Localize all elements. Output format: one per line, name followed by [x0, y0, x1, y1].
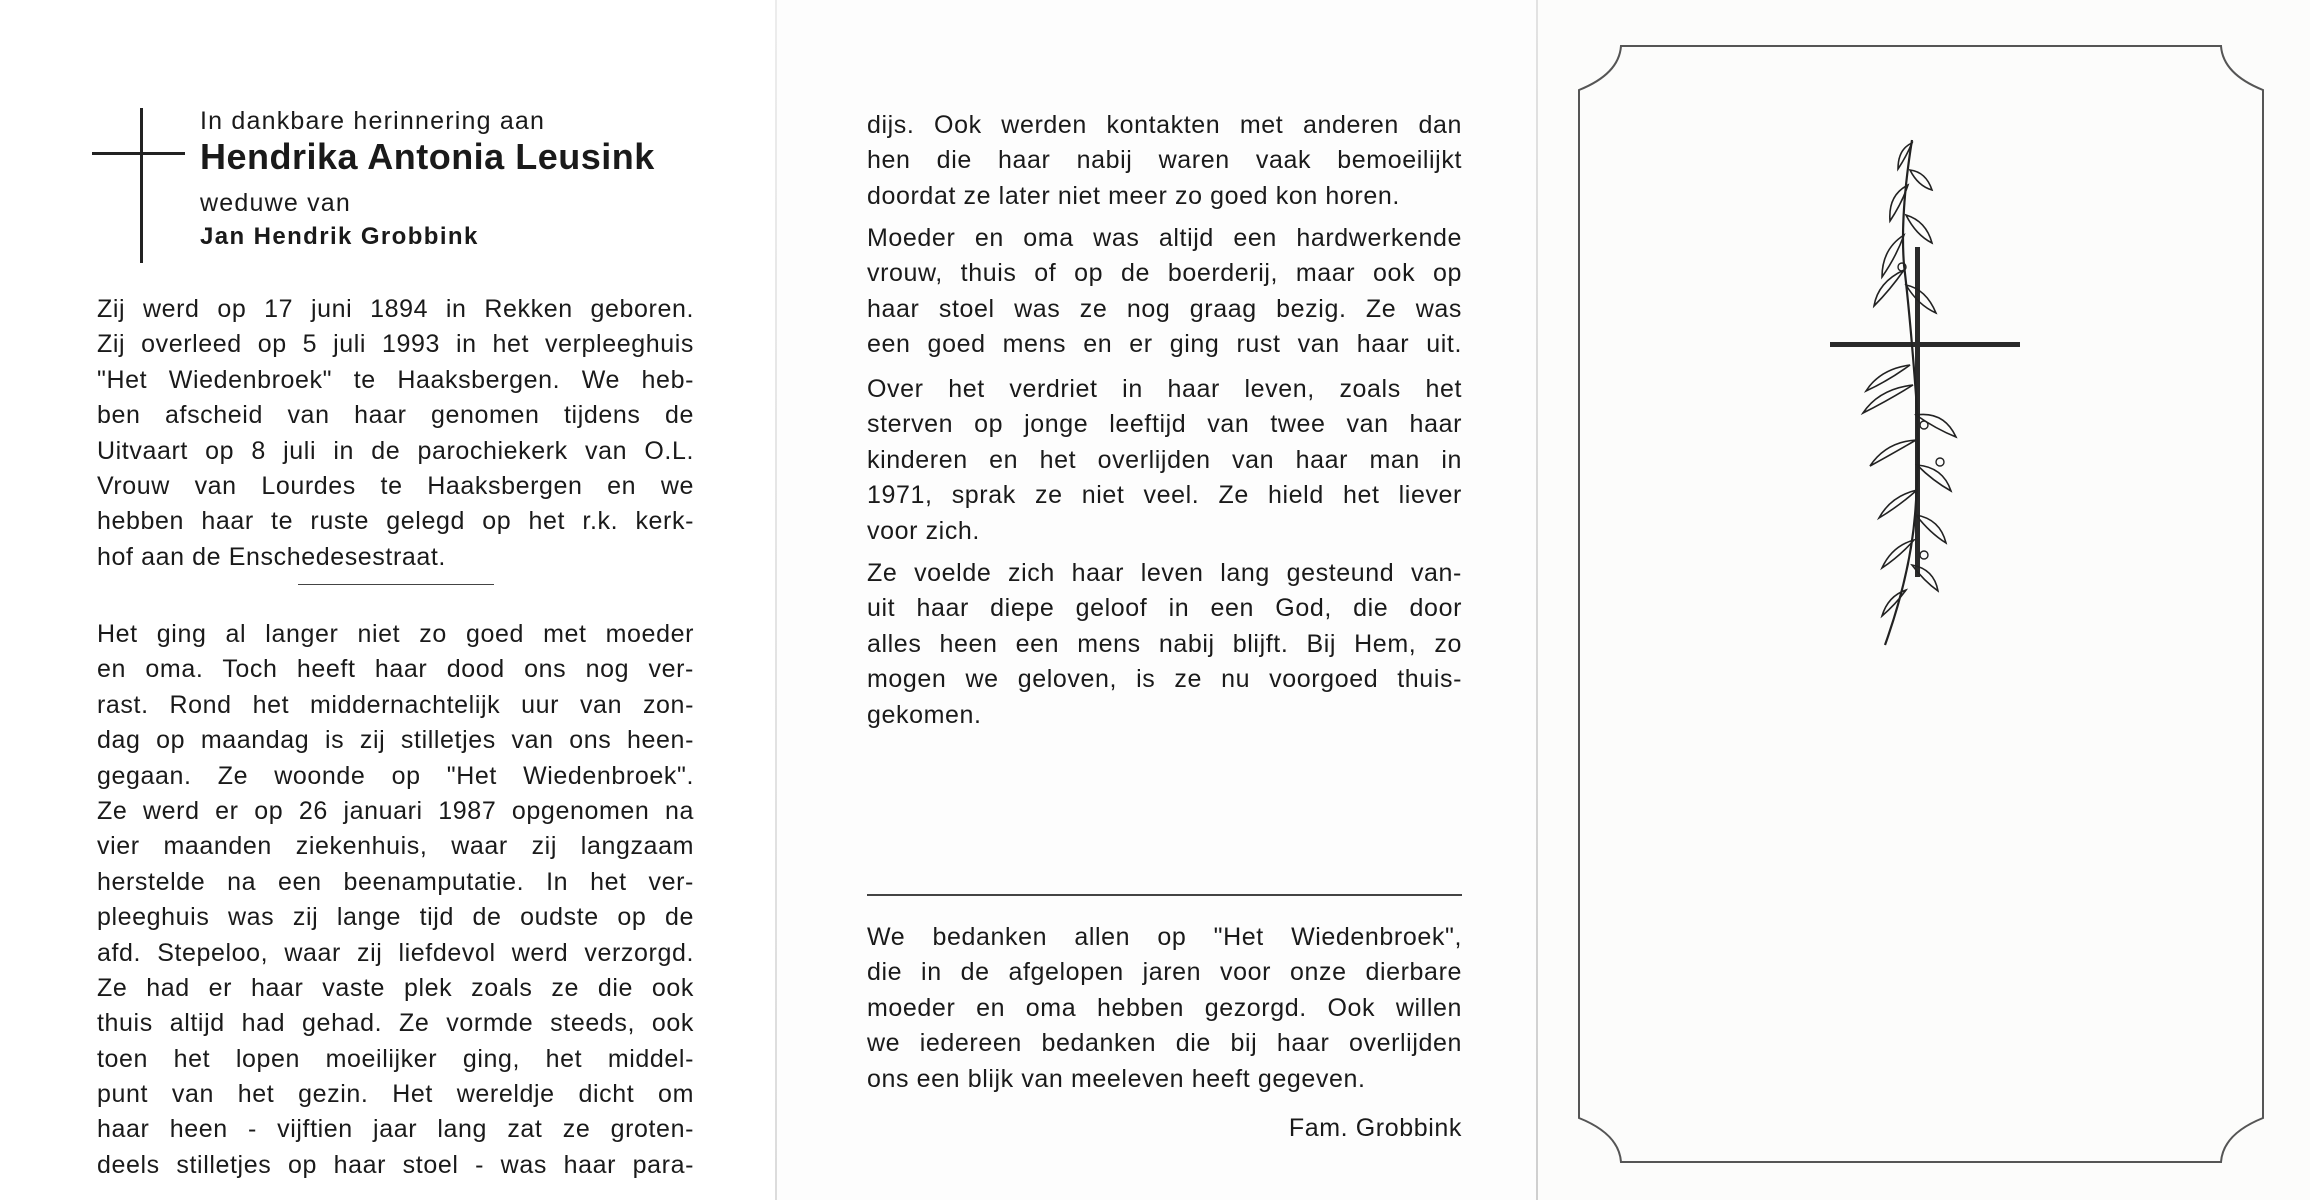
- fold-line: [1536, 0, 1538, 1200]
- text-line: ben afscheid van haar genomen tijdens de: [97, 401, 694, 430]
- text-line: Zij werd op 17 juni 1894 in Rekken geboren.: [97, 295, 694, 323]
- text-line: punt van het gezin. Het wereldje dicht om: [97, 1080, 694, 1109]
- text-line: Over het verdriet in haar leven, zoals het: [867, 375, 1462, 403]
- text-line: haar heen - vijftien jaar lang zat ze groten-: [97, 1115, 694, 1144]
- text-line: Ze voelde zich haar leven lang gesteund van-: [867, 559, 1462, 587]
- text-line: we iedereen bedanken die bij haar overlijden: [867, 1029, 1462, 1058]
- deceased-name: Hendrika Antonia Leusink: [200, 136, 655, 177]
- text-line: "Het Wiedenbroek" te Haaksbergen. We heb-: [97, 365, 694, 394]
- text-line: gekomen.: [867, 700, 982, 729]
- text-line: herstelde na een beenamputatie. In het ver-: [97, 867, 694, 896]
- thanks-paragraph: [867, 920, 1462, 1097]
- cross-with-palm-branch-icon: [1820, 135, 2020, 655]
- text-line: vrouw, thuis of op de boerderij, maar ook op: [867, 259, 1462, 288]
- text-line: moeder en oma hebben gezorgd. Ook willen: [867, 993, 1462, 1022]
- text-line: Moeder en oma was altijd een hardwerkende: [867, 224, 1462, 252]
- text-line: mogen we geloven, is ze nu voorgoed thuis-: [867, 665, 1462, 694]
- text-line: Het ging al langer niet zo goed met moeder: [97, 620, 694, 648]
- text-line: deels stilletjes op haar stoel - was haar para-: [97, 1150, 694, 1179]
- left-paragraph-1: [97, 292, 694, 575]
- text-line: Zij overleed op 5 juli 1993 in het verpleeghuis: [97, 330, 694, 359]
- text-line: dijs. Ook werden kontakten met anderen dan: [867, 111, 1462, 139]
- text-line: sterven op jonge leeftijd van twee van haar: [867, 410, 1462, 439]
- text-line: en oma. Toch heeft haar dood ons nog ver-: [97, 655, 694, 684]
- text-line: kinderen en het overlijden van haar man in: [867, 445, 1462, 474]
- text-line: haar stoel was ze nog graag bezig. Ze was: [867, 294, 1462, 323]
- text-line: doordat ze later niet meer zo goed kon horen.: [867, 181, 1400, 210]
- text-line: 1971, sprak ze niet veel. Ze hield het liever: [867, 481, 1462, 510]
- middle-paragraph-3: [867, 372, 1462, 549]
- text-line: afd. Stepeloo, waar zij liefdevol werd verzorgd.: [97, 938, 694, 967]
- text-line: Uitvaart op 8 juli in de parochiekerk van O.L.: [97, 436, 694, 465]
- relation-text: weduwe van: [200, 189, 351, 217]
- text-line: alles heen een mens nabij blijft. Bij Hem, zo: [867, 629, 1462, 658]
- text-line: Vrouw van Lourdes te Haaksbergen en we: [97, 471, 694, 500]
- text-line: thuis altijd had gehad. Ze vormde steeds, ook: [97, 1009, 694, 1038]
- text-line: ons een blijk van meeleven heeft gegeven.: [867, 1064, 1366, 1093]
- latin-cross-icon: [92, 108, 192, 263]
- spouse-name: Jan Hendrik Grobbink: [200, 223, 479, 250]
- text-line: hebben haar te ruste gelegd op het r.k. kerk-: [97, 507, 694, 536]
- signature-text: Fam. Grobbink: [1288, 1114, 1462, 1142]
- text-line: Ze werd er op 26 januari 1987 opgenomen na: [97, 796, 694, 825]
- middle-paragraph-1: [867, 108, 1462, 214]
- text-line: die in de afgelopen jaren voor onze dierbare: [867, 958, 1462, 987]
- left-paragraph-2: [97, 617, 694, 1183]
- fold-line: [775, 0, 777, 1200]
- section-divider: [298, 584, 494, 585]
- text-line: uit haar diepe geloof in een God, die door: [867, 594, 1462, 623]
- text-line: We bedanken allen op "Het Wiedenbroek",: [867, 923, 1462, 951]
- text-line: een goed mens en er ging rust van haar uit.: [867, 330, 1462, 359]
- text-line: rast. Rond het middernachtelijk uur van zon-: [97, 690, 694, 719]
- text-line: gegaan. Ze woonde op "Het Wiedenbroek".: [97, 761, 694, 790]
- text-line: hof aan de Enschedesestraat.: [97, 542, 446, 571]
- middle-paragraph-4: [867, 556, 1462, 733]
- text-line: Ze had er haar vaste plek zoals ze die ook: [97, 973, 694, 1002]
- signature: [867, 1111, 1462, 1146]
- text-line: voor zich.: [867, 516, 980, 545]
- section-divider: [867, 894, 1462, 896]
- text-line: hen die haar nabij waren vaak bemoeilijkt: [867, 146, 1462, 175]
- middle-paragraph-2: [867, 221, 1462, 363]
- text-line: toen het lopen moeilijker ging, het middel-: [97, 1044, 694, 1073]
- text-line: dag op maandag is zij stilletjes van ons heen-: [97, 726, 694, 755]
- text-line: pleeghuis was zij lange tijd de oudste op de: [97, 903, 694, 932]
- intro-text: In dankbare herinnering aan: [200, 107, 546, 135]
- text-line: vier maanden ziekenhuis, waar zij langzaam: [97, 832, 694, 861]
